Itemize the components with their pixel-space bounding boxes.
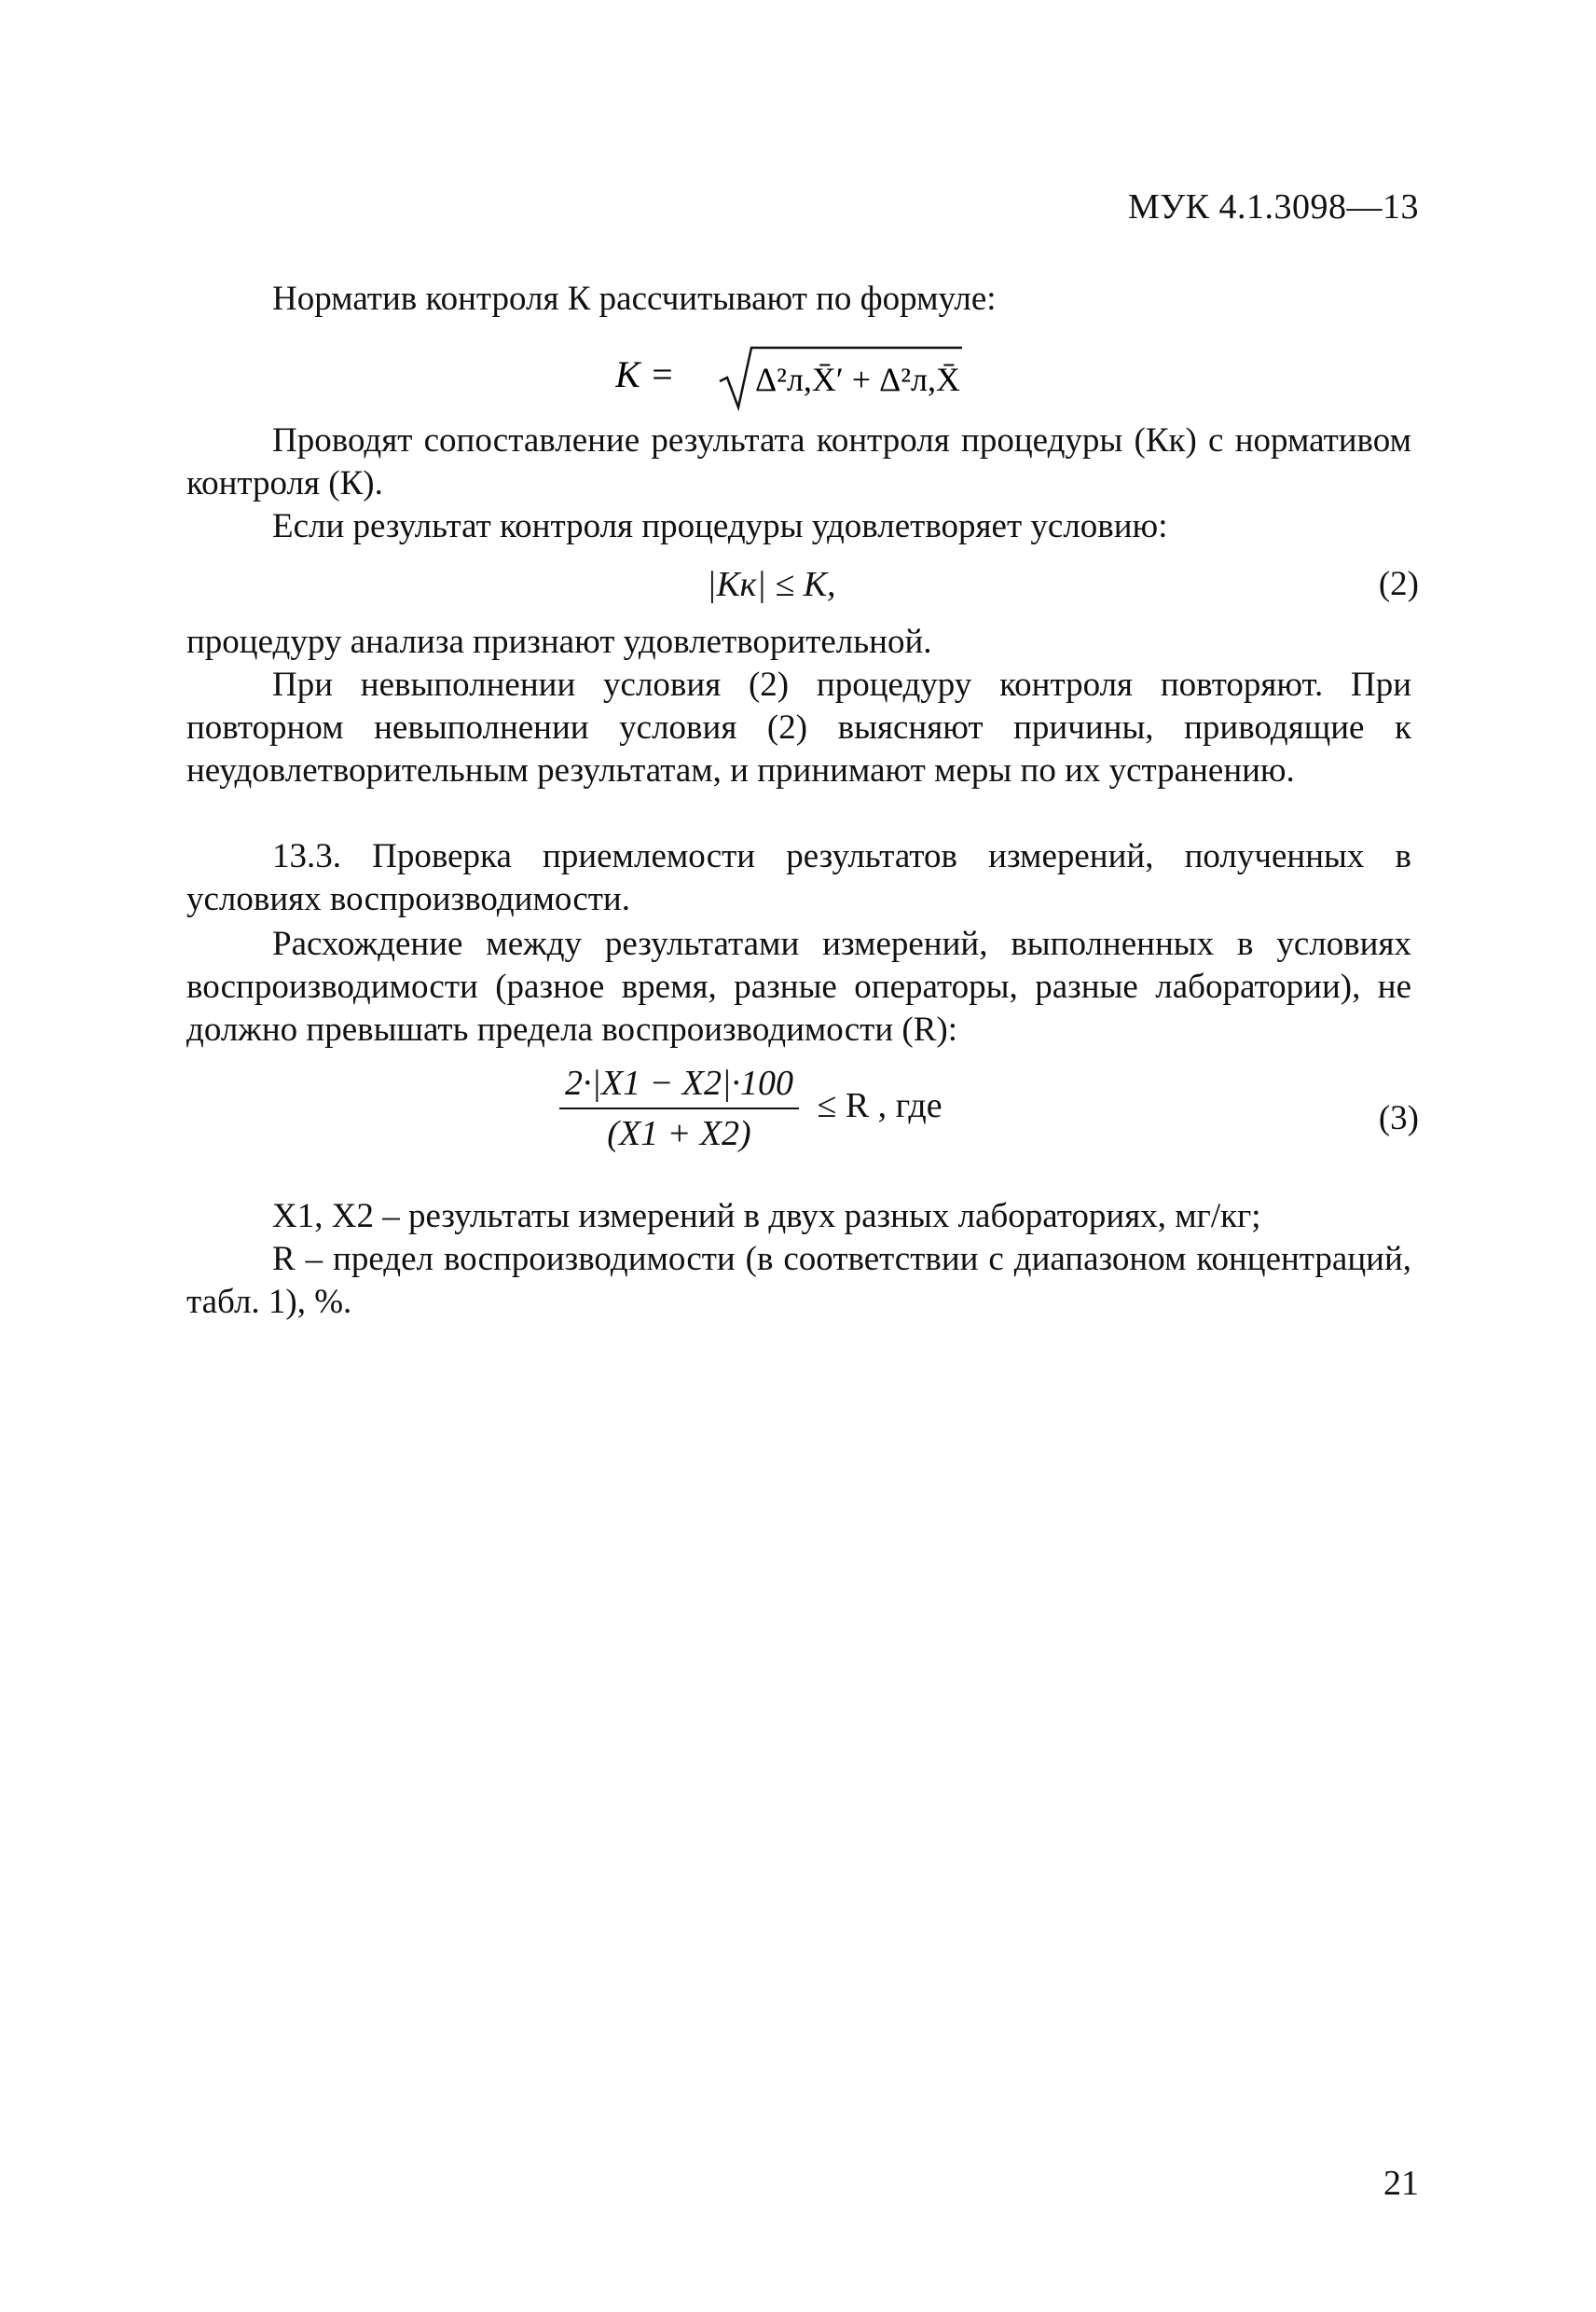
paragraph-text: 13.3. Проверка приемлемости результатов измерений, полученных в условиях воспроизводимости.	[186, 837, 1411, 918]
paragraph-repeat-control	[186, 664, 1411, 792]
paragraph-comparison	[186, 420, 1411, 505]
paragraph-text: Норматив контроля К рассчитывают по формуле:	[272, 280, 997, 318]
paragraph-text: R – предел воспроизводимости (в соответствии с диапазоном концентраций, табл. 1), %.	[186, 1240, 1411, 1321]
paragraph-satisfactory	[186, 621, 1411, 664]
paragraph-condition-intro	[186, 505, 1411, 548]
page-number: 21	[1383, 2164, 1419, 2203]
equation-number-3: (3)	[1378, 1099, 1419, 1137]
equation-number-2: (2)	[1378, 565, 1419, 603]
paragraph-text: Если результат контроля процедуры удовлетворяет условию:	[272, 507, 1168, 545]
section-heading-13-3	[186, 835, 1411, 921]
paragraph-definition-x	[186, 1195, 1411, 1238]
paragraph-definition-r	[186, 1238, 1411, 1324]
formula-control-norm	[615, 340, 1007, 424]
document-code-header: МУК 4.1.3098—13	[1127, 187, 1419, 227]
paragraph-text: Проводят сопоставление результата контроля процедуры (Кк) с нормативом контроля (К).	[186, 421, 1411, 502]
fraction	[559, 1063, 799, 1154]
formula-radicand: Δ²л,X̄′ + Δ²л,X̄	[755, 361, 960, 398]
fraction-denominator: (X1 + X2)	[607, 1114, 751, 1153]
paragraph-text: процедуру анализа признают удовлетворительной.	[186, 623, 932, 661]
paragraph-text: При невыполнении условия (2) процедуру контроля повторяют. При повторном невыполнении условия (2) выясняют причины, приводящие к неудовлетворительным результатам, и принимают меры по их устранению.	[186, 666, 1411, 790]
paragraph-text: Расхождение между результатами измерений, выполненных в условиях воспроизводимости (разное время, разные операторы, разные лаборатории), не должно превышать предела воспроизводимости (R):	[186, 925, 1411, 1049]
paragraph-text: X1, X2 – результаты измерений в двух разных лабораториях, мг/кг;	[272, 1197, 1261, 1235]
formula-condition: |Кк| ≤ К,	[707, 565, 836, 604]
fraction-numerator: 2·|X1 − X2|·100	[559, 1063, 799, 1109]
formula-svg	[615, 340, 1007, 415]
formula-rhs: ≤ R , где	[817, 1085, 942, 1125]
formula-reproducibility	[559, 1063, 942, 1154]
paragraph-formula-intro	[186, 278, 1411, 321]
paragraph-reproducibility	[186, 923, 1411, 1052]
formula-lhs: К =	[615, 353, 675, 395]
